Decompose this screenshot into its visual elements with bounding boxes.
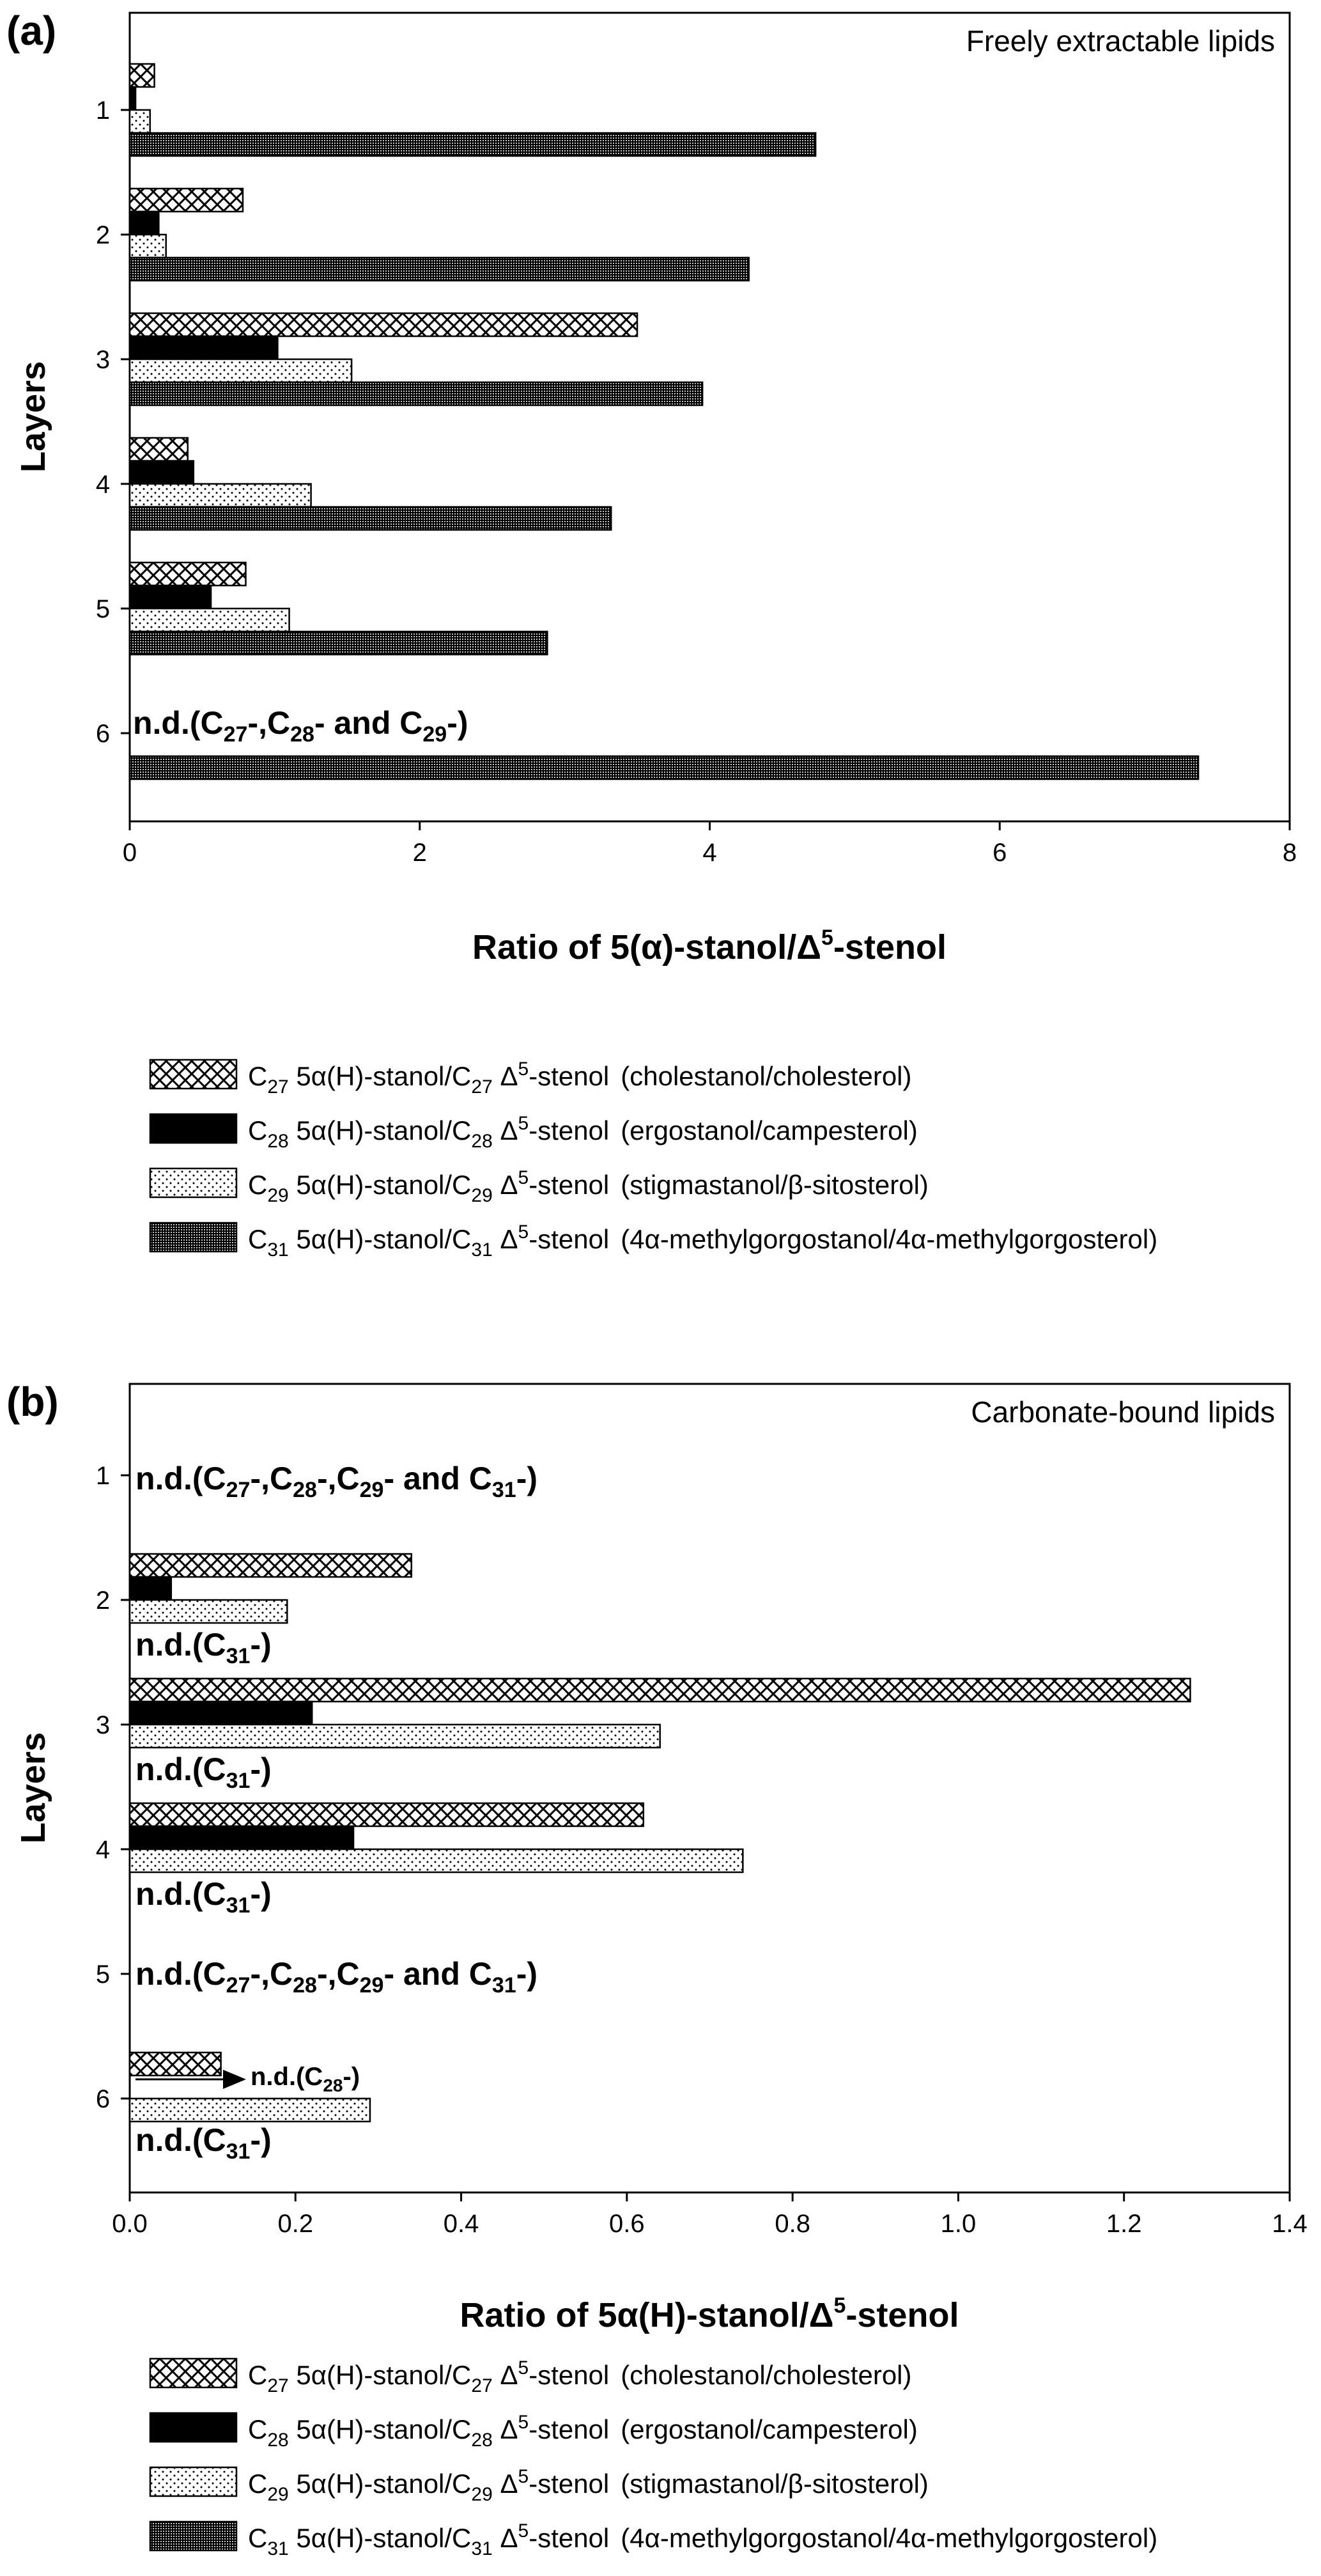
panel-b-nd-layer2: $n.d.(C_{31}-)$ [135, 1627, 272, 1668]
bar-c27-layer5 [130, 563, 246, 586]
panel-a-bars [130, 64, 1198, 779]
x-tick-label: 4 [702, 839, 717, 867]
legend-a-c29-label: $C_{29}$ $5\alpha(H)-stanol/C_{29}$ $\Delta^5$-stenol (stigmastanol/β-sitosterol) [248, 1167, 929, 1206]
panel-b-nd-layer5: $n.d.(C_{27}-,C_{28}-,C_{29}-$ and $C_{31}-$) [135, 1956, 538, 1998]
bar-c29-layer4 [130, 1849, 743, 1872]
panel-b [6, 1379, 1308, 2334]
bar-c29-layer1 [130, 110, 150, 133]
panel-b-y-ticks [96, 1462, 130, 2113]
legend-b-c27-label: $C_{27}$ $5\alpha(H)-stanol/C_{27}$ $\Delta^5$-stenol (cholestanol/cholesterol) [248, 2357, 912, 2396]
bar-c27-layer1 [130, 64, 155, 87]
panel-b-legend [150, 2357, 1157, 2559]
panel-b-letter: (b) [6, 1379, 59, 1425]
panel-b-x-axis-title: Ratio of $5\alpha(H)-stanol/\Delta^5$-stenol [460, 2293, 959, 2334]
bar-c29-layer2 [130, 235, 166, 258]
x-tick-label: 1.2 [1106, 2210, 1142, 2238]
panel-a-x-axis-title: Ratio of $5(\alpha)-stanol/\Delta^5$-stenol [472, 926, 946, 966]
bar-c29-layer2 [130, 1600, 287, 1623]
x-tick-label: 0 [122, 839, 137, 867]
panel-a-letter: (a) [6, 8, 57, 54]
legend-a-c27-swatch [150, 1060, 236, 1089]
x-tick-label: 0.0 [112, 2210, 148, 2238]
x-tick-label: 1.4 [1272, 2210, 1308, 2238]
panel-a-x-ticks [123, 821, 1297, 867]
panel-a-title: Freely extractable lipids [966, 24, 1275, 58]
panel-a-y-ticks [96, 97, 130, 748]
bar-c28-layer2 [130, 212, 158, 235]
x-tick-label: 1.0 [940, 2210, 977, 2238]
y-tick-label: 1 [95, 1462, 111, 1490]
legend-a-c29 [150, 1167, 929, 1206]
panel-a [6, 8, 1297, 966]
x-tick-label: 0.6 [609, 2210, 645, 2238]
panel-b-bars [130, 1554, 1190, 2122]
y-tick-label: 6 [95, 720, 111, 748]
bar-c29-layer5 [130, 609, 290, 632]
legend-a-c28-label: $C_{28}$ $5\alpha(H)-stanol/C_{28}$ $\Delta^5$-stenol (ergostanol/campesterol) [248, 1113, 918, 1152]
y-tick-label: 5 [95, 595, 111, 623]
y-tick-label: 3 [95, 346, 111, 374]
bar-c31-layer6 [130, 756, 1198, 779]
legend-a-c28 [150, 1113, 918, 1152]
bar-c28-layer4 [130, 461, 194, 484]
panel-a-legend [150, 1059, 1157, 1261]
x-tick-label: 8 [1282, 839, 1297, 867]
bar-c27-layer2 [130, 1554, 412, 1577]
y-tick-label: 3 [95, 1711, 111, 1739]
panel-b-nd-layer4: $n.d.(C_{31}-)$ [135, 1876, 272, 1918]
x-tick-label: 0.4 [443, 2210, 479, 2238]
bar-c28-layer1 [130, 87, 135, 110]
bar-c29-layer3 [130, 359, 351, 382]
bar-c27-layer6 [130, 2052, 221, 2076]
legend-b-c29 [150, 2466, 929, 2505]
panel-b-nd-layer3: $n.d.(C_{31}-)$ [135, 1751, 272, 1793]
bar-c29-layer6 [130, 2099, 370, 2122]
bar-c31-layer4 [130, 507, 611, 530]
legend-b-c31-swatch [150, 2522, 236, 2550]
bar-c31-layer1 [130, 133, 815, 156]
x-tick-label: 2 [412, 839, 427, 867]
bar-c27-layer3 [130, 313, 637, 336]
panel-b-y-axis-title: Layers [14, 1732, 52, 1844]
x-tick-label: 6 [993, 839, 1007, 867]
bar-c28-layer3 [130, 336, 277, 359]
legend-a-c31-label: $C_{31}$ $5\alpha(H)-stanol/C_{31}$ $\Delta^5$-stenol (4α-methylgorgostanol/4α-methylgorgosterol) [248, 1222, 1158, 1261]
legend-b-c31 [150, 2520, 1157, 2559]
bar-c31-layer3 [130, 382, 702, 405]
bar-c28-layer2 [130, 1577, 171, 1600]
bar-c27-layer4 [130, 1803, 644, 1826]
bar-c28-layer5 [130, 586, 211, 609]
legend-b-c31-label: $C_{31}$ $5\alpha(H)-stanol/C_{31}$ $\Delta^5$-stenol (4α-methylgorgostanol/4α-methylgorgosterol) [248, 2520, 1158, 2559]
y-tick-label: 2 [95, 221, 111, 249]
legend-a-c29-swatch [150, 1168, 236, 1197]
bar-c31-layer2 [130, 258, 749, 281]
bar-c27-layer3 [130, 1679, 1190, 1702]
panel-b-nd-layer1: $n.d.(C_{27}-,C_{28}-,C_{29}-$ and $C_{31}-$) [135, 1461, 538, 1502]
legend-b-c29-label: $C_{29}$ $5\alpha(H)-stanol/C_{29}$ $\Delta^5$-stenol (stigmastanol/β-sitosterol) [248, 2466, 929, 2505]
bar-c27-layer4 [130, 438, 188, 461]
legend-b-c29-swatch [150, 2467, 236, 2496]
bar-c29-layer3 [130, 1725, 660, 1748]
legend-b-c27 [150, 2357, 912, 2396]
panel-b-title: Carbonate-bound lipids [971, 1395, 1275, 1429]
bar-c27-layer2 [130, 189, 243, 212]
y-tick-label: 2 [95, 1587, 111, 1615]
legend-a-c27 [150, 1059, 912, 1098]
panel-b-nd-layer6-c31: $n.d.(C_{31}-)$ [135, 2122, 272, 2164]
bar-c28-layer3 [130, 1702, 312, 1725]
panel-a-nd-layer6: $n.d.(C_{27}-,C_{28}-$ and $C_{29}-$) [133, 705, 468, 747]
legend-a-c27-label: $C_{27}$ $5\alpha(H)-stanol/C_{27}$ $\Delta^5$-stenol (cholestanol/cholesterol) [248, 1059, 912, 1098]
legend-b-c28-label: $C_{28}$ $5\alpha(H)-stanol/C_{28}$ $\Delta^5$-stenol (ergostanol/campesterol) [248, 2412, 918, 2451]
y-tick-label: 1 [95, 97, 111, 125]
legend-b-c27-swatch [150, 2359, 236, 2387]
panel-b-x-ticks [112, 2192, 1308, 2238]
legend-b-c28 [150, 2412, 918, 2451]
bar-c31-layer5 [130, 632, 547, 655]
y-tick-label: 4 [95, 470, 111, 499]
x-tick-label: 0.2 [277, 2210, 314, 2238]
legend-b-c28-swatch [150, 2413, 236, 2442]
y-tick-label: 4 [95, 1836, 111, 1864]
bar-c29-layer4 [130, 484, 311, 507]
x-tick-label: 0.8 [775, 2210, 810, 2238]
legend-a-c31 [150, 1222, 1157, 1261]
bar-c28-layer4 [130, 1826, 353, 1849]
legend-a-c28-swatch [150, 1114, 236, 1143]
legend-a-c31-swatch [150, 1223, 236, 1252]
y-tick-label: 5 [95, 1960, 111, 1989]
y-tick-label: 6 [95, 2085, 111, 2113]
panel-a-y-axis-title: Layers [14, 361, 52, 473]
panel-b-nd-layer6-c28: $n.d.(C_{28}-)$ [251, 2063, 360, 2095]
